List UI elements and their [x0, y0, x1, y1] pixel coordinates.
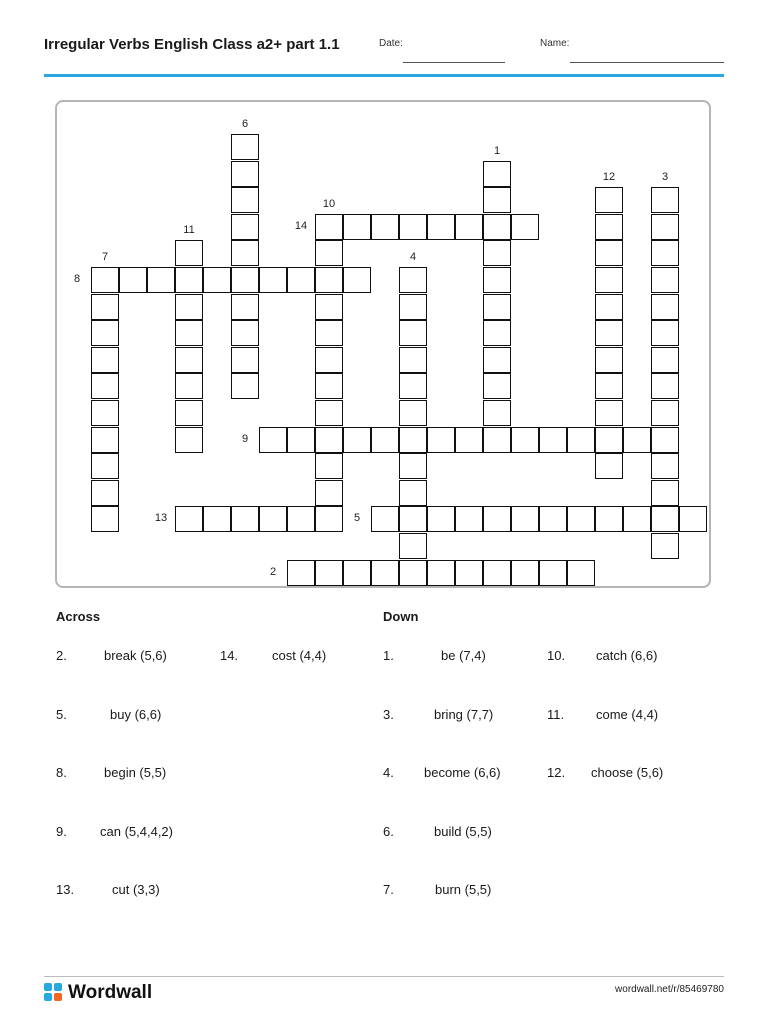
crossword-cell[interactable]: [399, 373, 427, 399]
clue-number-6: 6: [241, 118, 249, 130]
clue-text: can (5,4,4,2): [100, 824, 173, 839]
clue-text: be (7,4): [441, 648, 486, 663]
crossword-cell[interactable]: [455, 560, 483, 586]
crossword-cell[interactable]: [231, 320, 259, 346]
crossword-cell[interactable]: [595, 427, 623, 453]
crossword-cell[interactable]: [651, 214, 679, 240]
crossword-cell[interactable]: [483, 240, 511, 266]
crossword-cell[interactable]: [315, 373, 343, 399]
crossword-cell[interactable]: [287, 560, 315, 586]
crossword-cell[interactable]: [371, 506, 399, 532]
clue-number-2: 2: [269, 565, 277, 578]
crossword-cell[interactable]: [567, 560, 595, 586]
crossword-cell[interactable]: [399, 347, 427, 373]
crossword-cell[interactable]: [399, 533, 427, 559]
crossword-cell[interactable]: [231, 187, 259, 213]
crossword-cell[interactable]: [91, 320, 119, 346]
clue-number-7: 7: [101, 251, 109, 263]
clue-number-12: 12: [602, 171, 616, 184]
crossword-cell[interactable]: [287, 506, 315, 532]
crossword-cell[interactable]: [259, 506, 287, 532]
down-heading: Down: [383, 609, 419, 624]
crossword-cell[interactable]: [175, 506, 203, 532]
crossword-cell[interactable]: [315, 480, 343, 506]
crossword-cell[interactable]: [399, 506, 427, 532]
footer-url: wordwall.net/r/85469780: [615, 984, 724, 995]
crossword-cell[interactable]: [595, 506, 623, 532]
clue-num: 7.: [383, 882, 394, 897]
crossword-cell[interactable]: [595, 320, 623, 346]
name-label: Name:: [540, 38, 570, 49]
crossword-cell[interactable]: [231, 134, 259, 160]
crossword-cell[interactable]: [371, 427, 399, 453]
crossword-cell[interactable]: [231, 347, 259, 373]
crossword-cell[interactable]: [623, 427, 651, 453]
crossword-cell[interactable]: [231, 506, 259, 532]
crossword-cell[interactable]: [259, 267, 287, 293]
crossword-cell[interactable]: [175, 320, 203, 346]
crossword-cell[interactable]: [651, 400, 679, 426]
crossword-cell[interactable]: [399, 214, 427, 240]
crossword-cell[interactable]: [511, 506, 539, 532]
crossword-cell[interactable]: [483, 320, 511, 346]
crossword-cell[interactable]: [371, 214, 399, 240]
across-heading: Across: [56, 609, 101, 624]
crossword-cell[interactable]: [287, 427, 315, 453]
crossword-cell[interactable]: [679, 506, 707, 532]
crossword-cell[interactable]: [651, 453, 679, 479]
crossword-cell[interactable]: [259, 427, 287, 453]
brand-name: Wordwall: [68, 982, 153, 1003]
crossword-cell[interactable]: [427, 506, 455, 532]
crossword-cell[interactable]: [315, 267, 343, 293]
clue-text: cut (3,3): [112, 882, 160, 897]
clue-number-4: 4: [409, 251, 417, 263]
crossword-cell[interactable]: [623, 506, 651, 532]
crossword-cell[interactable]: [91, 480, 119, 506]
crossword-cell[interactable]: [483, 506, 511, 532]
crossword-cell[interactable]: [315, 453, 343, 479]
crossword-cell[interactable]: [315, 294, 343, 320]
wordwall-logo: [44, 982, 152, 1004]
crossword-cell[interactable]: [595, 400, 623, 426]
crossword-cell[interactable]: [651, 533, 679, 559]
crossword-cell[interactable]: [175, 267, 203, 293]
crossword-cell[interactable]: [315, 214, 343, 240]
crossword-cell[interactable]: [483, 373, 511, 399]
crossword-cell[interactable]: [399, 400, 427, 426]
clue-text: cost (4,4): [272, 648, 327, 663]
crossword-cell[interactable]: [175, 347, 203, 373]
crossword-cell[interactable]: [595, 240, 623, 266]
crossword-cell[interactable]: [91, 267, 119, 293]
crossword-cell[interactable]: [651, 427, 679, 453]
clue-num: 4.: [383, 765, 394, 780]
clue-number-10: 10: [322, 197, 336, 210]
crossword-cell[interactable]: [595, 187, 623, 213]
crossword-cell[interactable]: [483, 294, 511, 320]
crossword-cell[interactable]: [595, 214, 623, 240]
crossword-cell[interactable]: [651, 187, 679, 213]
crossword-cell[interactable]: [483, 214, 511, 240]
crossword-cell[interactable]: [91, 506, 119, 532]
crossword-cell[interactable]: [651, 320, 679, 346]
crossword-cell[interactable]: [231, 161, 259, 187]
crossword-cell[interactable]: [91, 453, 119, 479]
crossword-cell[interactable]: [231, 214, 259, 240]
crossword-cell[interactable]: [175, 427, 203, 453]
clue-number-11: 11: [183, 224, 195, 237]
crossword-cell[interactable]: [399, 560, 427, 586]
crossword-cell[interactable]: [231, 294, 259, 320]
crossword-cell[interactable]: [427, 560, 455, 586]
clue-text: bring (7,7): [434, 707, 494, 722]
clue-number-9: 9: [241, 432, 249, 445]
date-label: Date:: [379, 38, 403, 49]
footer-rule: [44, 976, 724, 977]
crossword-cell[interactable]: [91, 347, 119, 373]
crossword-cell[interactable]: [371, 560, 399, 586]
crossword-cell[interactable]: [175, 294, 203, 320]
clue-text: choose (5,6): [591, 765, 664, 780]
crossword-cell[interactable]: [203, 267, 231, 293]
crossword-cell[interactable]: [399, 480, 427, 506]
crossword-cell[interactable]: [91, 294, 119, 320]
crossword-cell[interactable]: [91, 400, 119, 426]
crossword-cell[interactable]: [315, 347, 343, 373]
clue-num: 3.: [383, 707, 394, 722]
crossword-cell[interactable]: [595, 294, 623, 320]
crossword-cell[interactable]: [651, 373, 679, 399]
crossword-cell[interactable]: [231, 267, 259, 293]
crossword-cell[interactable]: [483, 400, 511, 426]
clue-num: 10.: [547, 648, 566, 663]
clue-text: begin (5,5): [104, 765, 167, 780]
crossword-cell[interactable]: [231, 373, 259, 399]
crossword-cell[interactable]: [119, 267, 147, 293]
crossword-cell[interactable]: [315, 506, 343, 532]
clue-num: 14.: [220, 648, 239, 663]
crossword-cell[interactable]: [567, 427, 595, 453]
crossword-cell[interactable]: [651, 347, 679, 373]
crossword-cell[interactable]: [343, 214, 371, 240]
clue-num: 6.: [383, 824, 394, 839]
crossword-cell[interactable]: [651, 506, 679, 532]
crossword-cell[interactable]: [651, 480, 679, 506]
clue-num: 13.: [56, 882, 75, 897]
clue-num: 8.: [56, 765, 67, 780]
crossword-cell[interactable]: [455, 214, 483, 240]
clue-num: 11.: [547, 707, 565, 722]
clue-text: come (4,4): [596, 707, 659, 722]
crossword-cell[interactable]: [287, 267, 315, 293]
crossword-cell[interactable]: [539, 506, 567, 532]
crossword-cell[interactable]: [483, 347, 511, 373]
crossword-cell[interactable]: [483, 427, 511, 453]
crossword-cell[interactable]: [511, 560, 539, 586]
crossword-cell[interactable]: [595, 267, 623, 293]
clue-text: build (5,5): [434, 824, 492, 839]
clue-num: 12.: [547, 765, 566, 780]
clue-text: buy (6,6): [110, 707, 162, 722]
crossword-cell[interactable]: [315, 560, 343, 586]
crossword-cell[interactable]: [427, 214, 455, 240]
page-title: Irregular Verbs English Class a2+ part 1.1: [44, 36, 340, 53]
crossword-cell[interactable]: [567, 506, 595, 532]
crossword-cell[interactable]: [651, 267, 679, 293]
clue-text: break (5,6): [104, 648, 167, 663]
crossword-cell[interactable]: [91, 427, 119, 453]
crossword-cell[interactable]: [399, 267, 427, 293]
clue-number-1: 1: [493, 144, 501, 157]
crossword-cell[interactable]: [343, 560, 371, 586]
crossword-cell[interactable]: [483, 560, 511, 586]
clue-num: 5.: [56, 707, 67, 722]
clue-num: 2.: [56, 648, 67, 663]
crossword-cell[interactable]: [91, 373, 119, 399]
crossword-cell[interactable]: [399, 427, 427, 453]
crossword-cell[interactable]: [483, 267, 511, 293]
crossword-cell[interactable]: [651, 294, 679, 320]
crossword-cell[interactable]: [175, 240, 203, 266]
crossword-cell[interactable]: [175, 373, 203, 399]
crossword-cell[interactable]: [455, 506, 483, 532]
crossword-cell[interactable]: [651, 240, 679, 266]
clue-num: 9.: [56, 824, 67, 839]
crossword-cell[interactable]: [399, 320, 427, 346]
clue-text: burn (5,5): [435, 882, 492, 897]
crossword-cell[interactable]: [343, 267, 371, 293]
crossword-cell[interactable]: [315, 427, 343, 453]
crossword-cell[interactable]: [455, 427, 483, 453]
wordwall-logo-icon: [44, 983, 64, 1003]
crossword-cell[interactable]: [315, 320, 343, 346]
crossword-cell[interactable]: [511, 214, 539, 240]
clue-text: catch (6,6): [596, 648, 658, 663]
crossword-cell[interactable]: [231, 240, 259, 266]
crossword-cell[interactable]: [483, 161, 511, 187]
clue-number-3: 3: [661, 171, 669, 184]
crossword-cell[interactable]: [427, 427, 455, 453]
clue-number-13: 13: [154, 512, 168, 525]
crossword-cell[interactable]: [343, 427, 371, 453]
crossword-cell[interactable]: [511, 427, 539, 453]
clue-text: become (6,6): [424, 765, 501, 780]
crossword-cell[interactable]: [595, 453, 623, 479]
clue-number-14: 14: [294, 219, 308, 232]
crossword-cell[interactable]: [315, 400, 343, 426]
clue-number-8: 8: [73, 273, 81, 285]
clue-num: 1.: [383, 648, 394, 663]
crossword-cell[interactable]: [315, 240, 343, 266]
crossword-cell[interactable]: [539, 427, 567, 453]
crossword-cell[interactable]: [147, 267, 175, 293]
crossword-cell[interactable]: [483, 187, 511, 213]
crossword-cell[interactable]: [595, 373, 623, 399]
crossword-cell[interactable]: [399, 453, 427, 479]
crossword-cell[interactable]: [399, 294, 427, 320]
crossword-cell[interactable]: [175, 400, 203, 426]
clue-number-5: 5: [353, 512, 361, 525]
crossword-cell[interactable]: [203, 506, 231, 532]
crossword-cell[interactable]: [595, 347, 623, 373]
crossword-cell[interactable]: [539, 560, 567, 586]
